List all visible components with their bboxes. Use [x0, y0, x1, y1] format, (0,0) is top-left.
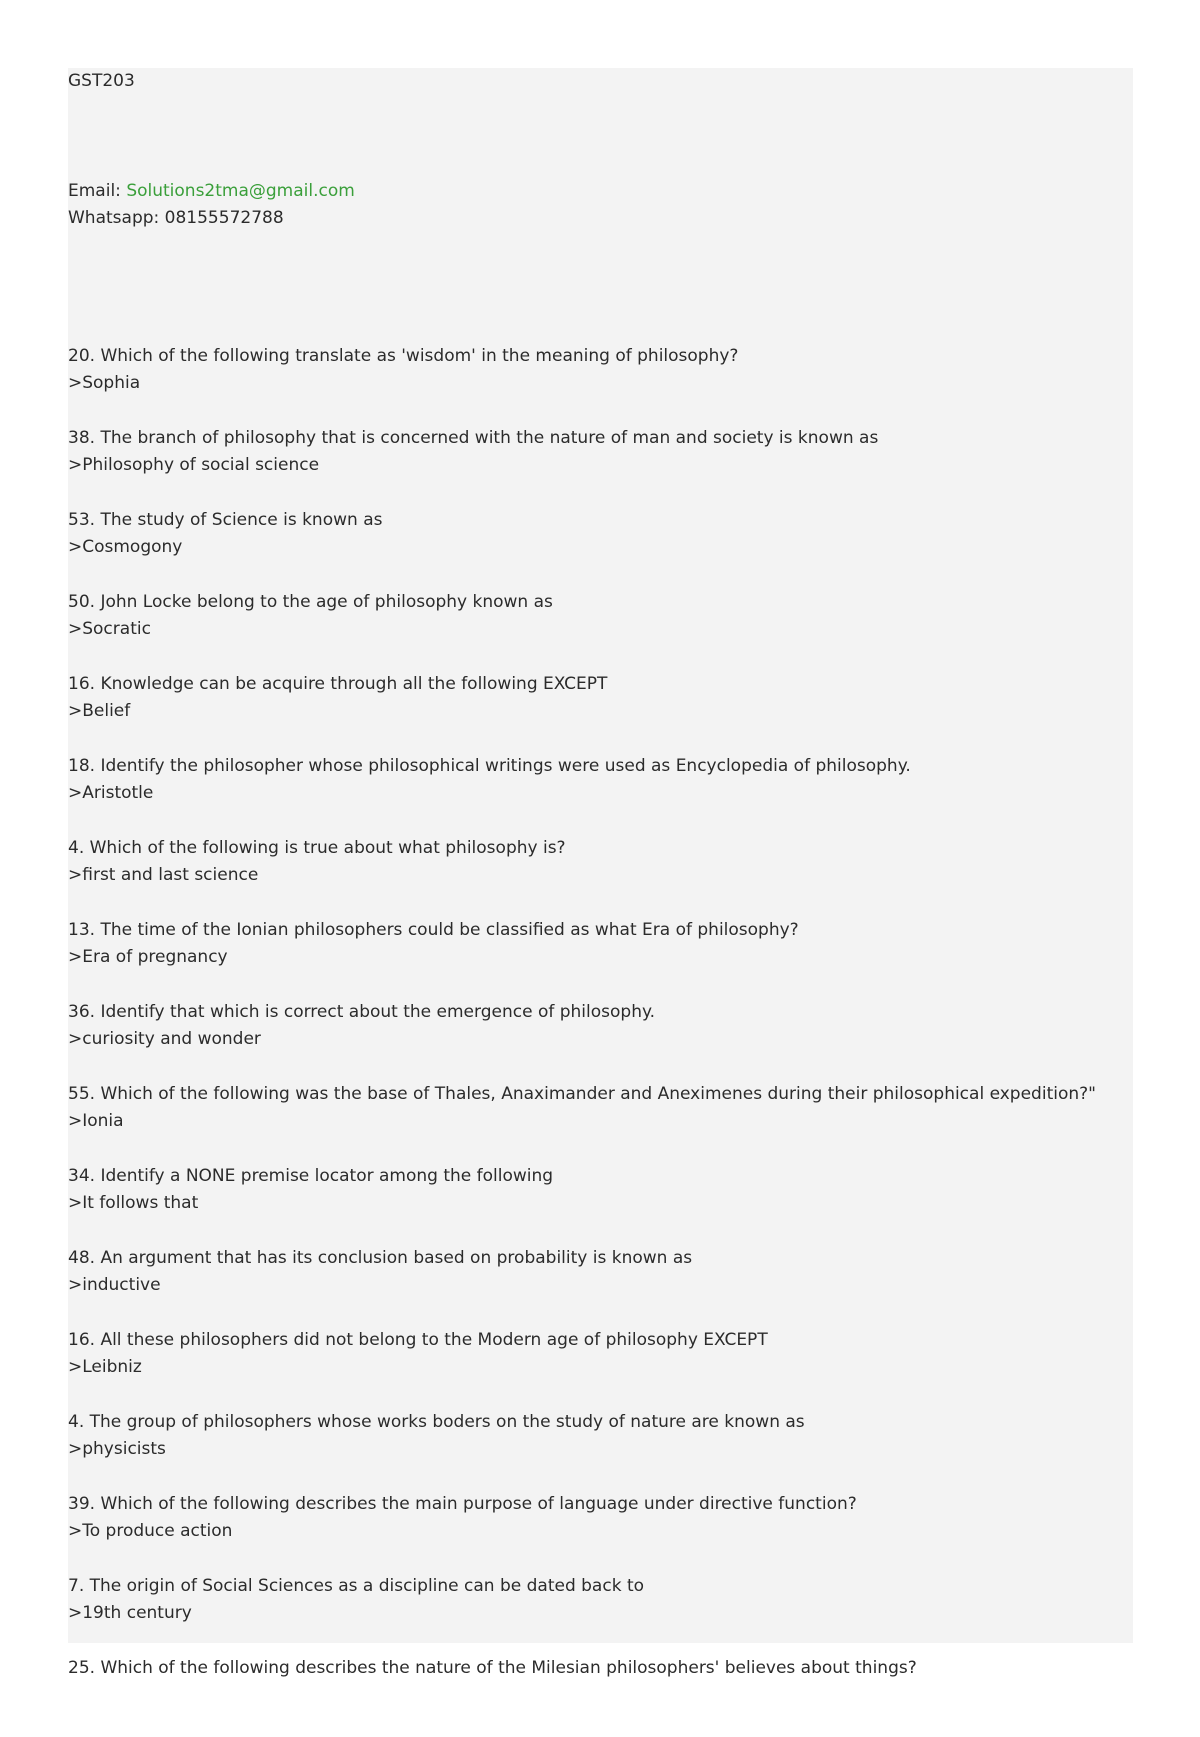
question-item — [68, 1327, 1096, 1409]
question-text: 13. The time of the Ionian philosophers could be classified as what Era of philosophy? — [68, 920, 799, 940]
answer-text: >It follows that — [68, 1193, 199, 1213]
question-text: 38. The branch of philosophy that is concerned with the nature of man and society is known as — [68, 428, 879, 448]
question-text: 16. Knowledge can be acquire through all the following EXCEPT — [68, 674, 608, 694]
question-text: 34. Identify a NONE premise locator among the following — [68, 1166, 554, 1186]
answer-text: >Aristotle — [68, 783, 154, 803]
question-text: 50. John Locke belong to the age of philosophy known as — [68, 592, 553, 612]
answer-text: >inductive — [68, 1275, 161, 1295]
answer-text: >first and last science — [68, 865, 259, 885]
question-text: 4. The group of philosophers whose works boders on the study of nature are known as — [68, 1412, 805, 1432]
answer-text: >Socratic — [68, 619, 151, 639]
question-item — [68, 917, 1096, 999]
contact-block — [68, 178, 355, 232]
question-item — [68, 1491, 1096, 1573]
answer-text: >Leibniz — [68, 1357, 142, 1377]
question-item — [68, 425, 1096, 507]
answer-text: >19th century — [68, 1603, 192, 1623]
question-item — [68, 1573, 1096, 1655]
answer-text: >Ionia — [68, 1111, 124, 1131]
question-text: 36. Identify that which is correct about the emergence of philosophy. — [68, 1002, 656, 1022]
question-text: 25. Which of the following describes the nature of the Milesian philosophers' believes about things? — [68, 1658, 917, 1678]
email-label: Email: — [68, 181, 121, 201]
question-text: 53. The study of Science is known as — [68, 510, 383, 530]
answer-text: >Belief — [68, 701, 131, 721]
question-item — [68, 671, 1096, 753]
question-item — [68, 1409, 1096, 1491]
question-text: 4. Which of the following is true about what philosophy is? — [68, 838, 566, 858]
question-text: 48. An argument that has its conclusion based on probability is known as — [68, 1248, 693, 1268]
course-code: GST203 — [68, 71, 135, 91]
question-text: 39. Which of the following describes the main purpose of language under directive function? — [68, 1494, 857, 1514]
whatsapp-line — [68, 205, 355, 232]
question-item — [68, 835, 1096, 917]
document-page — [68, 68, 1133, 1678]
question-list — [68, 343, 1096, 1737]
question-item — [68, 999, 1096, 1081]
answer-text: >physicists — [68, 1439, 166, 1459]
question-text: 55. Which of the following was the base of Thales, Anaximander and Aneximenes during their philosophical expedition?" — [68, 1084, 1096, 1104]
question-text: 20. Which of the following translate as 'wisdom' in the meaning of philosophy? — [68, 346, 739, 366]
answer-text: >Era of pregnancy — [68, 947, 228, 967]
email-link[interactable]: Solutions2tma@gmail.com — [126, 181, 355, 201]
answer-text: >Sophia — [68, 373, 141, 393]
question-text: 18. Identify the philosopher whose philosophical writings were used as Encyclopedia of philosophy. — [68, 756, 911, 776]
question-text: 16. All these philosophers did not belong to the Modern age of philosophy EXCEPT — [68, 1330, 768, 1350]
email-line — [68, 178, 355, 205]
question-item — [68, 1245, 1096, 1327]
question-item — [68, 753, 1096, 835]
answer-text: >curiosity and wonder — [68, 1029, 261, 1049]
whatsapp-label: Whatsapp: — [68, 208, 160, 228]
answer-text: >Philosophy of social science — [68, 455, 320, 475]
answer-text: >To produce action — [68, 1521, 233, 1541]
question-item — [68, 1081, 1096, 1163]
question-item — [68, 1655, 1096, 1737]
whatsapp-number: 08155572788 — [164, 208, 284, 228]
question-item — [68, 507, 1096, 589]
question-item — [68, 343, 1096, 425]
question-text: 7. The origin of Social Sciences as a discipline can be dated back to — [68, 1576, 645, 1596]
answer-text: >Cosmogony — [68, 537, 183, 557]
question-item — [68, 589, 1096, 671]
question-item — [68, 1163, 1096, 1245]
